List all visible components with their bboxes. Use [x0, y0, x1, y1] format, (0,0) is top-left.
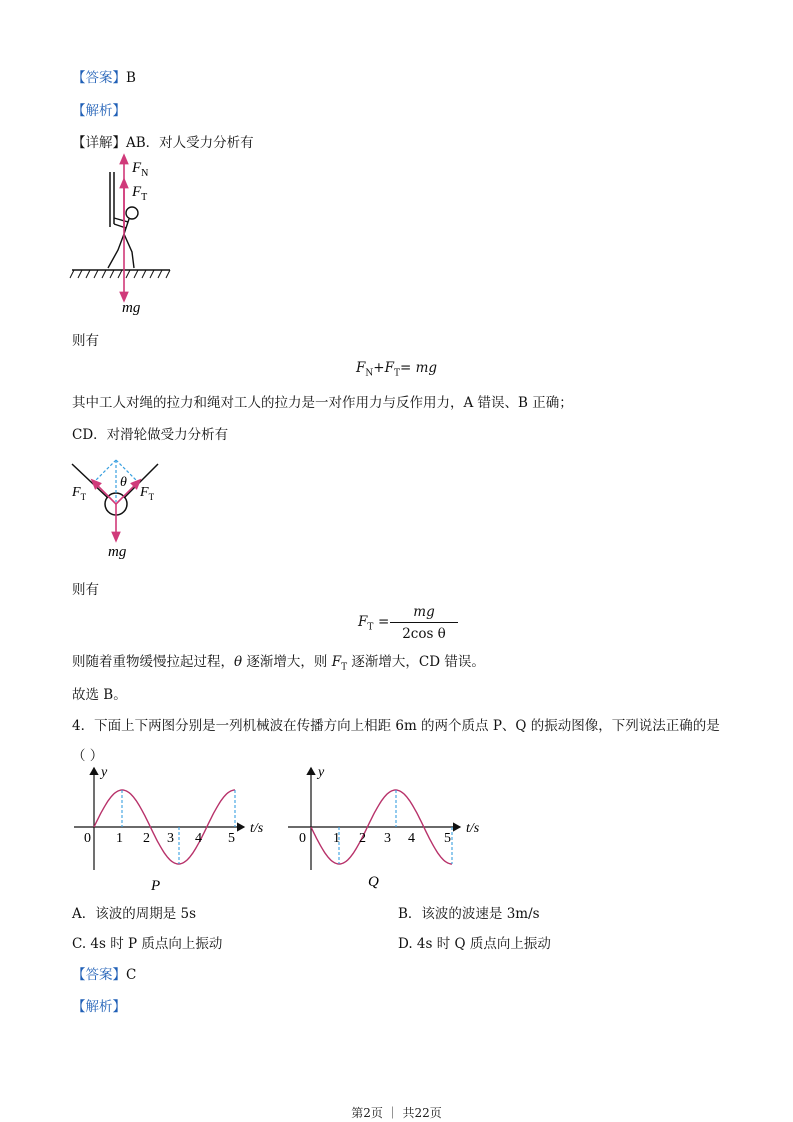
eq2-denominator: 2cos θ [402, 626, 446, 642]
eq1-fn: F [356, 360, 366, 376]
answer-line [72, 66, 136, 86]
detail-line [72, 131, 254, 151]
eq1-rhs: mg [415, 360, 438, 376]
option-b: B．该波的波速是 3m/s [398, 906, 540, 922]
person-force-diagram [66, 152, 186, 317]
answer-tag-2: 【答案】 [72, 967, 126, 983]
q-tick-0: 0 [299, 831, 306, 846]
answer-value: B [126, 70, 136, 86]
dash-line [94, 460, 116, 482]
q-tick-1: 1 [333, 831, 340, 846]
option-c: C. 4s 时 P 质点向上振动 [72, 936, 223, 952]
ft-right-label: $F_T$ [140, 485, 155, 502]
question-4-bracket: （ ） [72, 748, 104, 764]
cd-intro-line: CD．对滑轮做受力分析有 [72, 427, 229, 443]
option-d: D. 4s 时 Q 质点向上振动 [398, 936, 551, 952]
question-4-text: 4．下面上下两图分别是一列机械波在传播方向上相距 6m 的两个质点 P、Q 的振动图像，下列说法正确的是 [72, 718, 720, 734]
p-tick-3: 3 [167, 831, 174, 846]
page-footer: 第2页 ｜ 共22页 [351, 1106, 442, 1120]
q-tick-4: 4 [408, 831, 415, 846]
conclusion-line [72, 650, 485, 673]
p-y-label: y [101, 765, 108, 780]
eq1-plus: + [373, 360, 385, 376]
q-t-label: t/s [466, 821, 480, 836]
then-text-2: 则有 [72, 582, 99, 598]
p-tick-2: 2 [143, 831, 150, 846]
p-tick-4: 4 [195, 831, 202, 846]
fraction-bar [390, 622, 458, 623]
ground-hatch [70, 270, 170, 278]
eq2-equals: = [378, 614, 390, 630]
q-tick-3: 3 [384, 831, 391, 846]
theta-label: θ [120, 475, 127, 490]
eq1-ft-sub: T [393, 368, 400, 379]
fn-label: $F_N$ [132, 160, 149, 179]
q-y-label: y [318, 765, 325, 780]
answer-tag: 【答案】 [72, 70, 126, 86]
detail-tag: 【详解】 [72, 135, 126, 151]
detail-text: AB．对人受力分析有 [126, 135, 254, 151]
eq2-lhs: $F_T$ [358, 614, 374, 633]
q-caption: Q [368, 874, 379, 890]
explanation-line: 其中工人对绳的拉力和绳对工人的拉力是一对作用力与反作用力，A 错误、B 正确； [72, 395, 573, 411]
eq2-numerator: mg [413, 604, 435, 620]
p-tick-5: 5 [228, 831, 235, 846]
choose-line: 故选 B。 [72, 687, 127, 703]
p-tick-0: 0 [84, 831, 91, 846]
then-text-1: 则有 [72, 333, 99, 349]
q-tick-5: 5 [444, 831, 451, 846]
q-tick-2: 2 [359, 831, 366, 846]
eq1-fn-sub: N [365, 368, 374, 379]
graph-q [288, 765, 480, 890]
analysis-line-2 [72, 995, 126, 1015]
analysis-line [72, 99, 126, 119]
conclusion-ft-sub: T [341, 662, 348, 673]
analysis-tag: 【解析】 [72, 103, 126, 119]
conclusion-part3: 逐渐增大，CD 错误。 [347, 654, 485, 670]
ft-label: $F_T$ [132, 184, 148, 203]
eq1-ft: F [384, 360, 394, 376]
p-caption: P [151, 878, 161, 894]
conclusion-part1: 则随着重物缓慢拉起过程， [72, 654, 234, 670]
ft-left-label: $F_T$ [72, 485, 87, 502]
vibration-graphs [66, 760, 496, 895]
option-a: A．该波的周期是 5s [72, 906, 197, 922]
p-tick-1: 1 [116, 831, 123, 846]
eq1-equals: = [399, 360, 412, 376]
answer-value-2: C [126, 967, 137, 983]
mg-label: mg [122, 300, 141, 316]
pulley-force-diagram [66, 452, 176, 562]
answer-line-2 [72, 963, 136, 983]
person-body [108, 218, 134, 268]
person-head [126, 207, 138, 219]
conclusion-theta: θ [234, 654, 243, 670]
p-t-label: t/s [250, 821, 264, 836]
graph-p [74, 765, 264, 894]
mg-label: mg [108, 544, 127, 560]
conclusion-ft: F [331, 654, 342, 670]
conclusion-part2: 逐渐增大，则 [242, 654, 332, 670]
analysis-tag-2: 【解析】 [72, 999, 126, 1015]
equation-1 [356, 360, 437, 379]
